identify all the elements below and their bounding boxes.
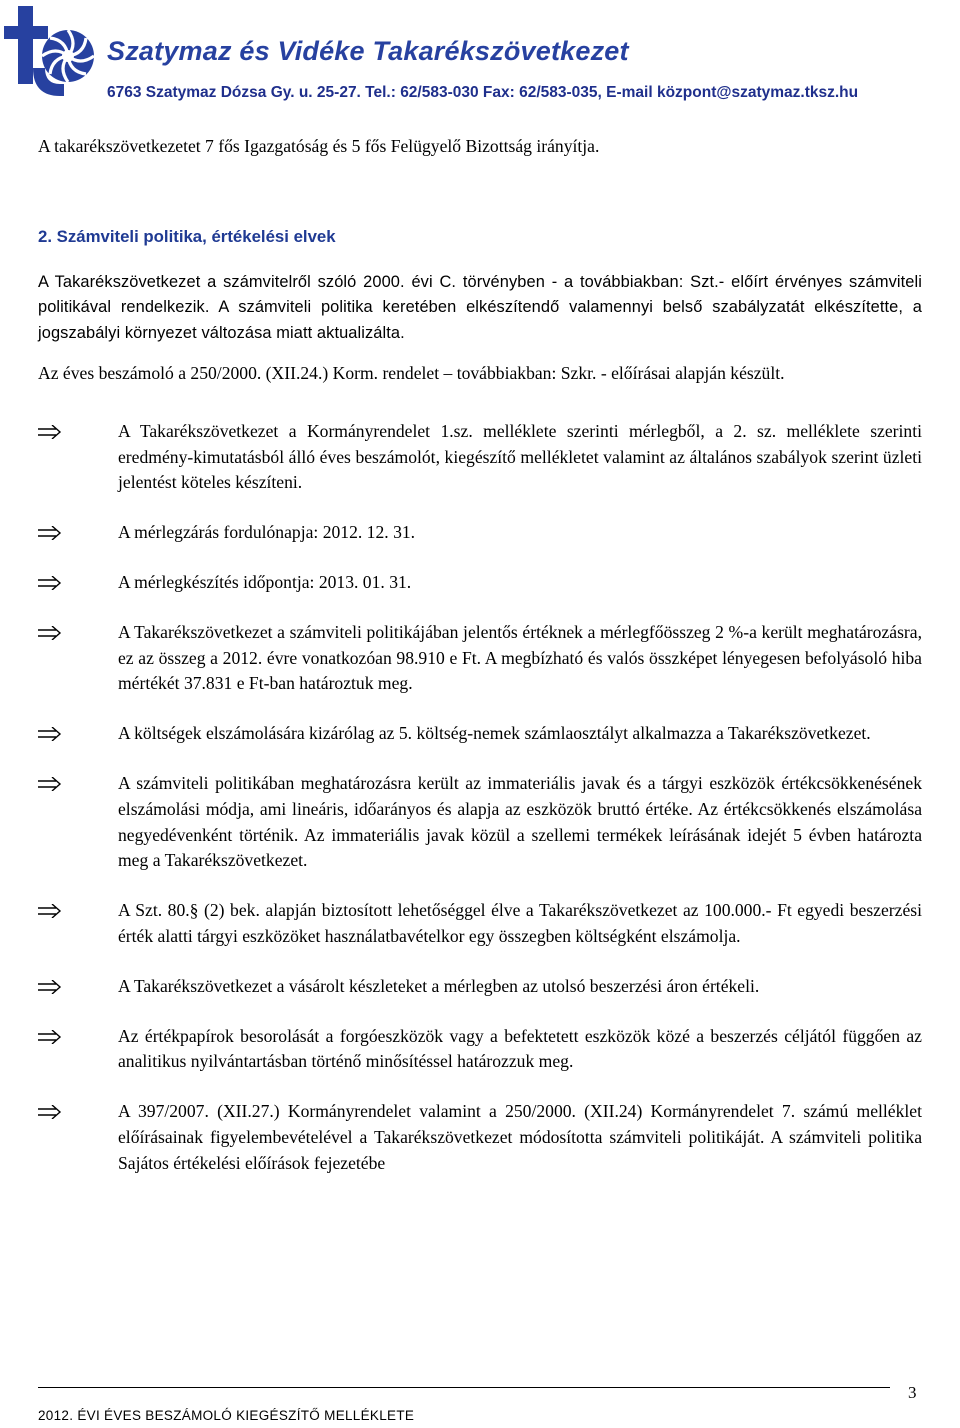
list-item <box>38 419 922 496</box>
double-arrow-icon <box>38 904 62 918</box>
bullet-text: A költségek elszámolására kizárólag az 5. költség-nemek számlaosztályt alkalmazza a Takarékszövetkezet. <box>118 723 871 744</box>
double-arrow-icon <box>38 626 62 640</box>
accounting-policy-paragraph: A Takarékszövetkezet a számvitelről szóló 2000. évi C. törvényben - a továbbiakban: Szt.- előírt érvényes számviteli politikával rendelkezik. A számviteli politika keretében elkészítendő valamennyi belső szabályzatát elkészítette, a jogszabályi környezet változása miatt aktualizálta. <box>38 272 922 343</box>
bullet-text: A számviteli politikában meghatározásra került az immateriális javak és a tárgyi eszközök értékcsökkenésének elszámolási módja, ami lineáris, időarányos és alapja az eszközök bruttó értéke. Az értékcsökkenés elszámolása negyedévenként történik. Az immateriális javak közül a szellemi termékek leírásának idejét 5 évben határozta meg a Takarékszövetkezet. <box>118 772 922 871</box>
bullet-text: A mérlegzárás fordulónapja: 2012. 12. 31. <box>118 522 416 543</box>
annual-report-paragraph: Az éves beszámoló a 250/2000. (XII.24.) Korm. rendelet – továbbiakban: Szkr. - előírásai alapján készült. <box>38 362 785 383</box>
governance-paragraph: A takarékszövetkezetet 7 fős Igazgatóság és 5 fős Felügyelő Bizottság irányítja. <box>38 136 600 156</box>
list-item <box>38 520 922 546</box>
section-heading: 2. Számviteli politika, értékelési elvek <box>38 226 336 246</box>
bullet-text: A 397/2007. (XII.27.) Kormányrendelet valamint a 250/2000. (XII.24) Kormányrendelet 7. számú melléklet előírásainak figyelembevételével a Takarékszövetkezet módosította számviteli politikáját. A számviteli politika Sajátos értékelési előírások fejezetébe <box>118 1101 922 1173</box>
cooperative-logo-icon <box>2 4 98 104</box>
list-item <box>38 1099 922 1176</box>
list-item <box>38 570 922 596</box>
policy-bullet-list <box>38 419 922 1177</box>
double-arrow-icon <box>38 425 62 439</box>
footer-divider <box>38 1387 890 1388</box>
list-item <box>38 620 922 697</box>
document-body <box>38 134 922 1177</box>
bullet-text: A Takarékszövetkezet a számviteli politikájában jelentős értéknek a mérlegfőösszeg 2 %-a került meghatározásra, ez az összeg a 2012. évre vonatkozóan 98.910 e Ft. A megbízható és valós összképet lényegesen befolyásoló hiba mértékét 37.831 e Ft-ban határoztuk meg. <box>118 621 922 694</box>
bullet-text: A Szt. 80.§ (2) bek. alapján biztosított lehetőséggel élve a Takarékszövetkezet az 100.000.- Ft egyedi beszerzési érték alatti tárgyi eszközöket használatbavételkor egy összegben költségként elszámolja. <box>118 900 922 946</box>
bullet-text: A Takarékszövetkezet a vásárolt készleteket a mérlegben az utolsó beszerzési áron értékeli. <box>118 975 760 996</box>
list-item <box>38 771 922 874</box>
footer-title: 2012. ÉVI ÉVES BESZÁMOLÓ KIEGÉSZÍTŐ MELLÉKLETE <box>38 1408 415 1423</box>
bullet-text: A mérlegkészítés időpontja: 2013. 01. 31. <box>118 571 412 592</box>
organization-contact: 6763 Szatymaz Dózsa Gy. u. 25-27. Tel.: 62/583-030 Fax: 62/583-035, E-mail központ@szatymaz.tksz.hu <box>107 84 859 101</box>
double-arrow-icon <box>38 777 62 791</box>
letterhead <box>0 0 960 112</box>
double-arrow-icon <box>38 1030 62 1044</box>
bullet-text: A Takarékszövetkezet a Kormányrendelet 1.sz. melléklete szerinti mérlegből, a 2. sz. melléklete szerinti eredmény-kimutatásból álló éves beszámolót, kiegészítő mellékletet valamint az általános szabályok szerint üzleti jelentést köteles készíteni. <box>118 420 922 493</box>
double-arrow-icon <box>38 526 62 540</box>
list-item <box>38 1024 922 1076</box>
organization-name: Szatymaz és Vidéke Takarékszövetkezet <box>107 36 629 66</box>
double-arrow-icon <box>38 727 62 741</box>
page-number: 3 <box>908 1383 917 1402</box>
double-arrow-icon <box>38 1105 62 1119</box>
bullet-text: Az értékpapírok besorolását a forgóeszközök vagy a befektetett eszközök közé a beszerzés céljától függően az analitikus nyilvántartásban történő minősítéssel határozzuk meg. <box>118 1025 922 1072</box>
list-item <box>38 721 922 747</box>
double-arrow-icon <box>38 576 62 590</box>
list-item <box>38 898 922 950</box>
double-arrow-icon <box>38 980 62 994</box>
list-item <box>38 974 922 1000</box>
